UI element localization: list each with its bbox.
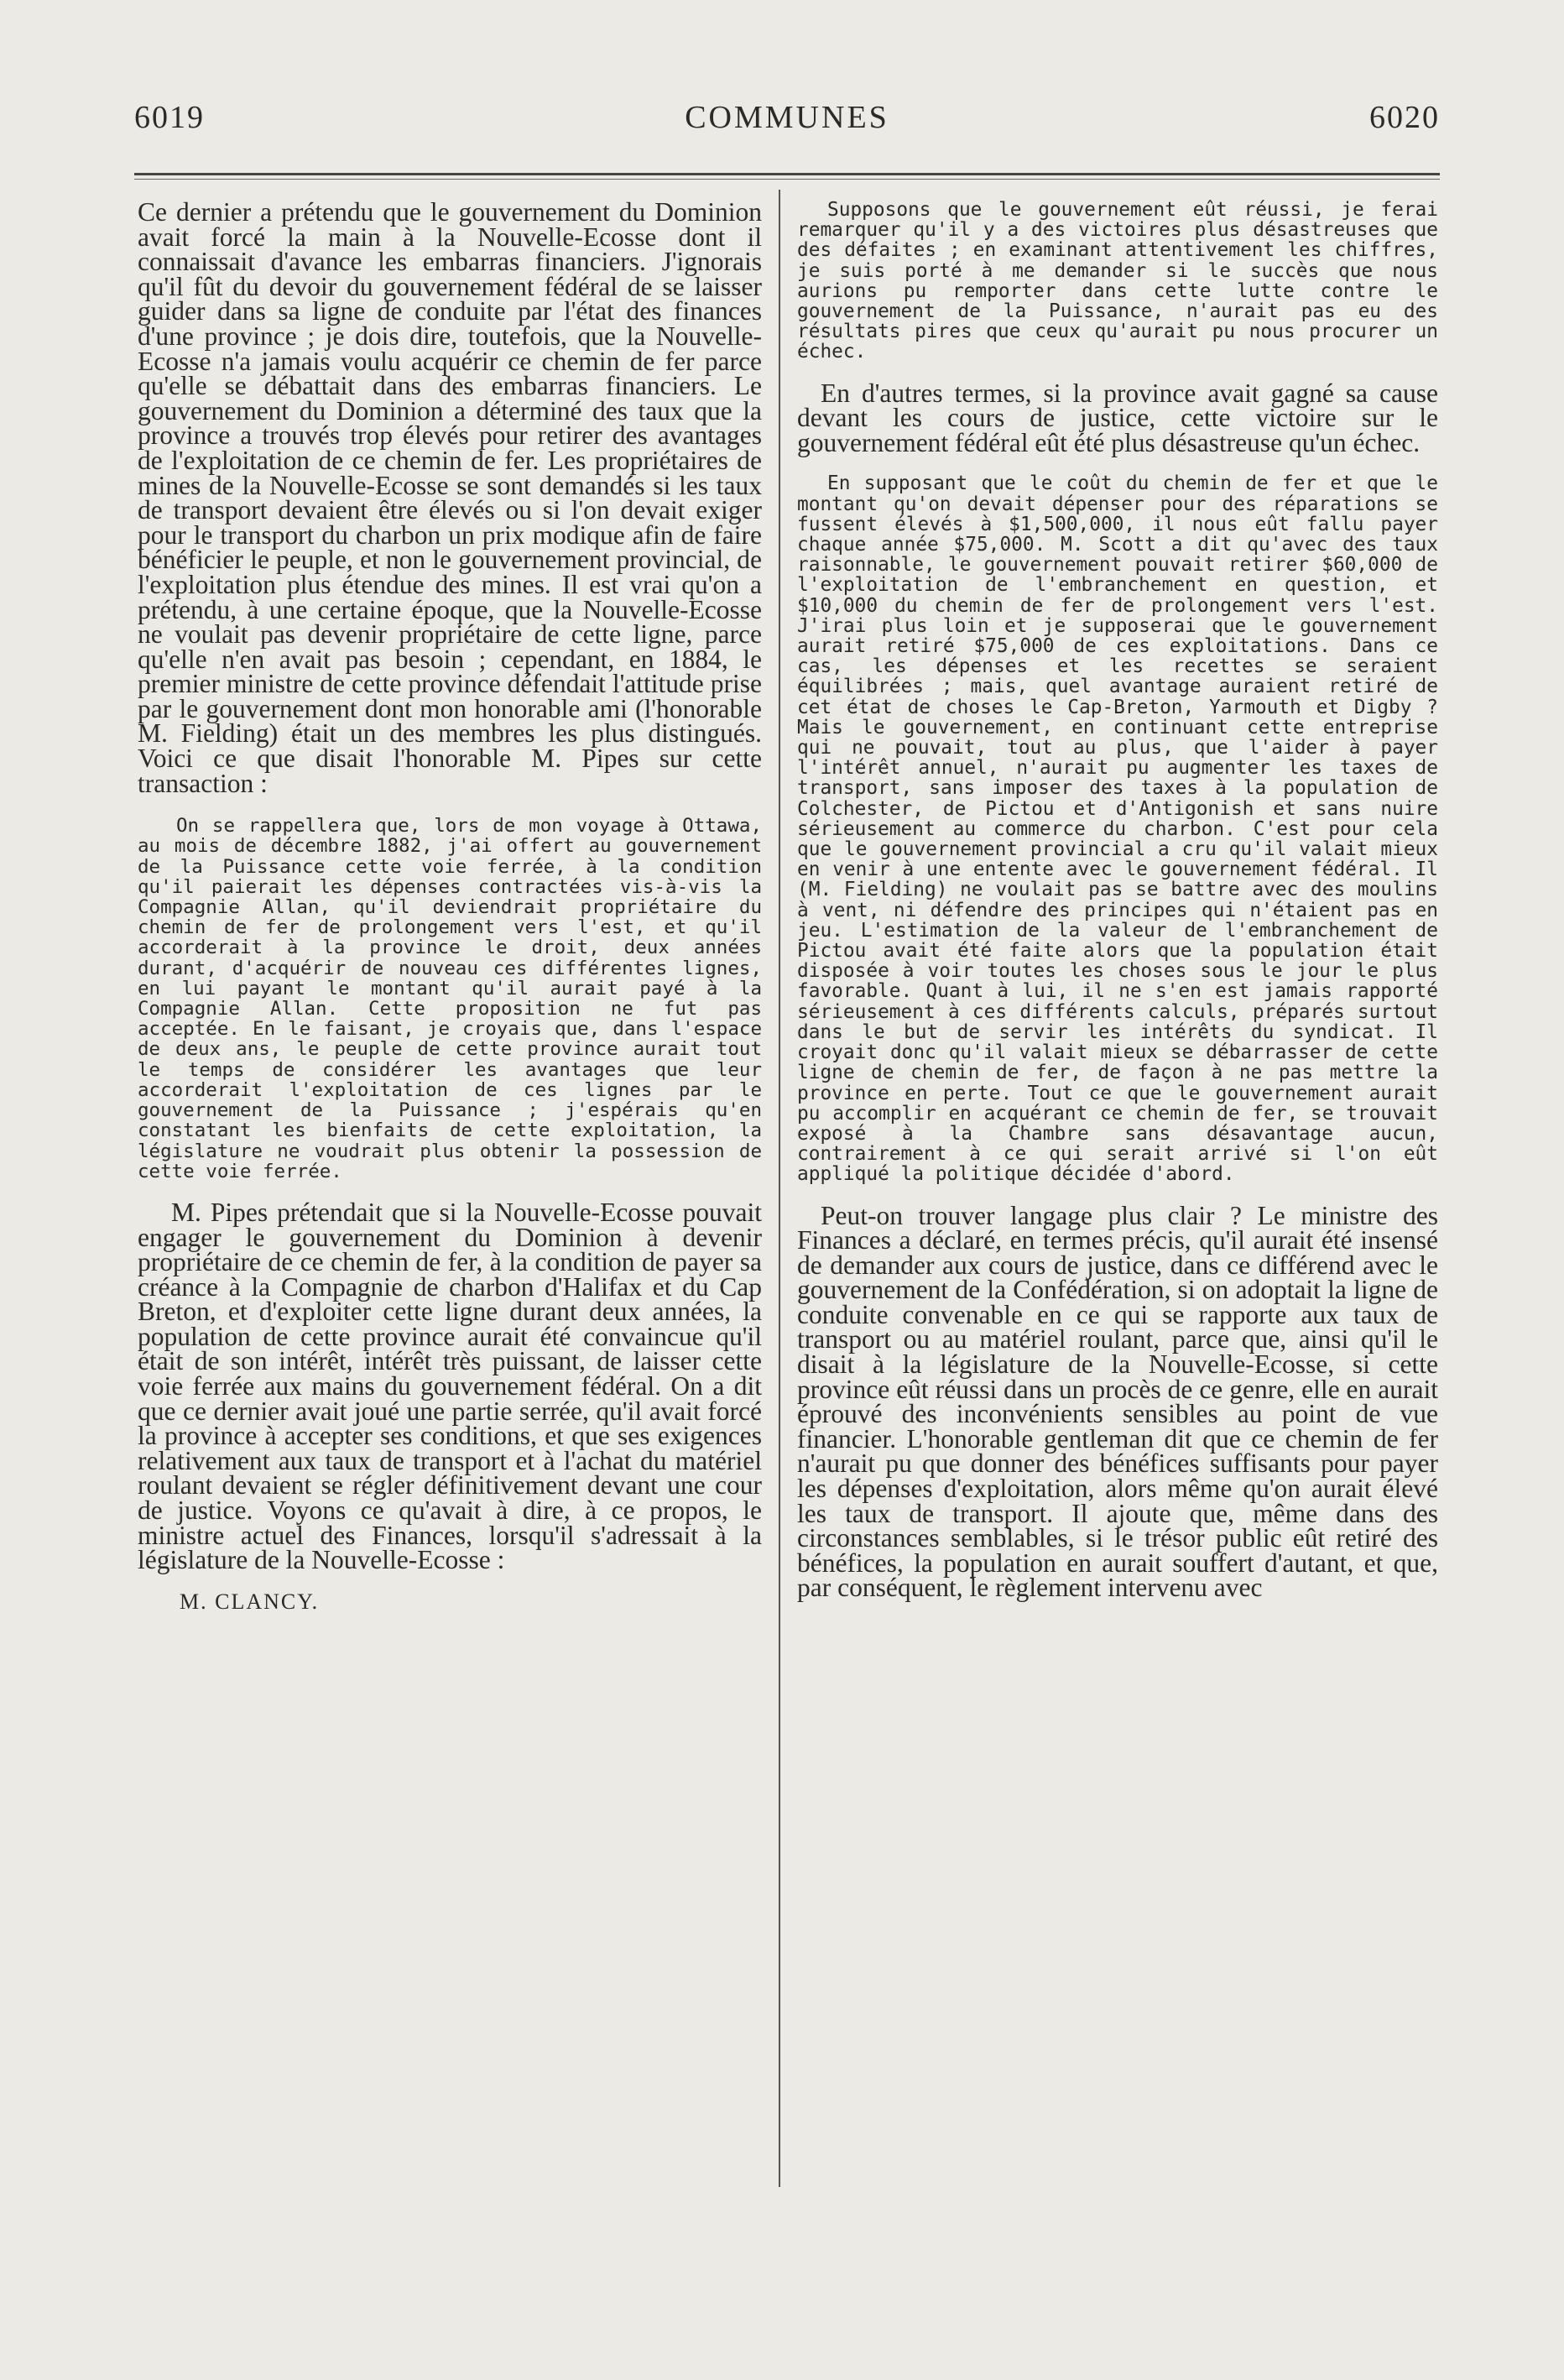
left-column [138,197,762,1615]
speech-paragraph: Ce dernier a prétendu que le gouvernement du Dominion avait forcé la main à la Nouvelle-Ecosse dont il connaissait d'avance les embarras financiers. J'ignorais qu'il fût du devoir du gouvernement fédéral de se laisser guider dans sa ligne de conduite par l'état des finances d'une province ; je dois dire, toutefois, que la Nouvelle-Ecosse n'a jamais voulu acquérir ce chemin de fer parce qu'elle se débattait dans des embarras financiers. Le gouvernement du Dominion a déterminé des taux que la province a trouvés trop élevés pour retirer des avantages de l'exploitation de ce chemin de fer. Les propriétaires de mines de la Nouvelle-Ecosse se sont demandés si les taux de transport devaient être élevés ou si l'on devait exiger pour le transport du charbon un prix modique afin de faire bénéficier le peuple, et non le gouvernement provincial, de l'exploitation plus étendue des mines. Il est vrai qu'on a prétendu, à une certaine époque, que la Nouvelle-Ecosse ne voulait pas devenir propriétaire de cette ligne, parce qu'elle n'en avait pas besoin ; cependant, en 1884, le premier ministre de cette province défendait l'attitude prise par le gouvernement dont mon honorable ami (l'honorable M. Fielding) était un des membres les plus distingués. Voici ce que disait l'honorable M. Pipes sur cette transaction : [138,197,762,798]
page-number-left: 6019 [134,100,205,135]
header-rule-thin [134,179,1440,180]
right-column [797,199,1438,1603]
speaker-name: M. CLANCY. [180,1589,320,1614]
speech-paragraph: Peut-on trouver langage plus clair ? Le ministre des Finances a déclaré, en termes précis, qu'il aurait été insensé de demander aux cours de justice, dans ce différend avec le gouvernement de la Confédération, si on adoptait la ligne de conduite convenable en ce qui se rapporte aux taux de transport ou au matériel roulant, parce que, ainsi qu'il le disait à la législature de la Nouvelle-Ecosse, si cette province eût réussi dans un procès de ce genre, elle en aurait éprouvé des inconvénients sensibles au point de vue financier. L'honorable gentleman dit que ce chemin de fer n'aurait pu que donner des bénéfices suffisants pour payer les dépenses d'exploitation, alors même qu'on aurait élevé les taux de transport. Il ajoute que, même dans des circonstances semblables, si le trésor public eût retiré des bénéfices, la population en aurait souffert d'autant, et que, par conséquent, le règlement intervenu avec [797,1200,1438,1603]
speech-paragraph: M. Pipes prétendait que si la Nouvelle-Ecosse pouvait engager le gouvernement du Dominion à devenir propriétaire de ce chemin de fer, à la condition de payer sa créance à la Compagnie de charbon d'Halifax et du Cap Breton, et d'exploiter cette ligne durant deux années, la population de cette province aurait été convaincue qu'il était de son intérêt, intérêt très puissant, de laisser cette voie ferrée aux mains du gouvernement fédéral. On a dit que ce dernier avait joué une partie serrée, qu'il avait forcé la province à accepter ses conditions, et que ses exigences relativement aux taux de transport et à l'achat du matériel roulant devaient se régler définitivement devant une cour de justice. Voyons ce qu'avait à dire, à ce propos, le ministre actuel des Finances, lorsqu'il s'adressait à la législature de la Nouvelle-Ecosse : [138,1197,762,1575]
header-rule [134,173,1440,175]
quoted-passage: Supposons que le gouvernement eût réussi, je ferai remarquer qu'il y a des victoires plus désastreuses que des défaites ; en examinant attentivement les chiffres, je suis porté à me demander si le succès que nous aurions pu remporter dans cette lutte contre le gouvernement de la Puissance, n'aurait pas eu des résultats pires que ceux qu'aurait pu nous procurer un échec. [797,199,1438,363]
speech-paragraph: En d'autres termes, si la province avait gagné sa cause devant les cours de justice, cette victoire sur le gouvernement fédéral eût été plus désastreuse qu'un échec. [797,378,1438,457]
quoted-passage: On se rappellera que, lors de mon voyage à Ottawa, au mois de décembre 1882, j'ai offert au gouvernement de la Puissance cette voie ferrée, à la condition qu'il paierait les dépenses contractées vis-à-vis la Compagnie Allan, qu'il deviendrait propriétaire du chemin de fer de prolongement vers l'est, et qu'il accorderait à la province le droit, deux années durant, d'acquérir de nouveau ces différentes lignes, en lui payant le montant qu'il aurait payé à la Compagnie Allan. Cette proposition ne fut pas acceptée. En le faisant, je croyais que, dans l'espace de deux ans, le peuple de cette province aurait tout le temps de considérer les avantages que leur accorderait l'exploitation de ces lignes par le gouvernement de la Puissance ; j'espérais qu'en constatant les bienfaits de cette exploitation, la législature ne voudrait plus obtenir la possession de cette voie ferrée. [138,815,762,1182]
column-divider [779,190,780,2187]
quoted-passage: En supposant que le coût du chemin de fer et que le montant qu'on devait dépenser pour des réparations se fussent élevés à $1,500,000, il nous eût fallu payer chaque année $75,000. M. Scott a dit qu'avec des taux raisonnable, le gouvernement pouvait retirer $60,000 de l'exploitation de l'embranchement en question, et $10,000 du chemin de fer de prolongement vers l'est. J'irai plus loin et je supposerai que le gouvernement aurait retiré $75,000 de ces exploitations. Dans ce cas, les dépenses et les recettes se seraient équilibrées ; mais, quel avantage auraient retiré de cet état de choses le Cap-Breton, Yarmouth et Digby ? Mais le gouvernement, en continuant cette entreprise qui ne pouvait, tout au plus, que l'aider à payer l'intérêt annuel, n'aurait pu augmenter les taxes de transport, sans imposer des taxes à la population de Colchester, de Pictou et d'Antigonish et sans nuire sérieusement au commerce du charbon. C'est pour cela que le gouvernement provincial a cru qu'il valait mieux en venir à une entente avec le gouvernement fédéral. Il (M. Fielding) ne voulait pas se battre avec des moulins à vent, ni défendre des principes qui n'étaient pas en jeu. L'estimation de la valeur de l'embranchement de Pictou avait été faite alors que la population était disposée à voir toutes les choses sous le jour le plus favorable. Quant à lui, il ne s'en est jamais rapporté sérieusement à ces différents calculs, préparés surtout dans le but de servir les intérêts du syndicat. Il croyait donc qu'il valait mieux se débarrasser de cette ligne de chemin de fer, de façon à ne pas mettre la province en perte. Tout ce que le gouvernement aurait pu accomplir en acquérant ce chemin de fer, se trouvait exposé à la Chambre sans désavantage aucun, contrairement à ce qui serait arrivé si l'on eût appliqué la politique décidée d'abord. [797,472,1438,1186]
running-title: COMMUNES [685,100,889,135]
page-header [134,99,1440,149]
page-number-right: 6020 [1369,100,1440,135]
